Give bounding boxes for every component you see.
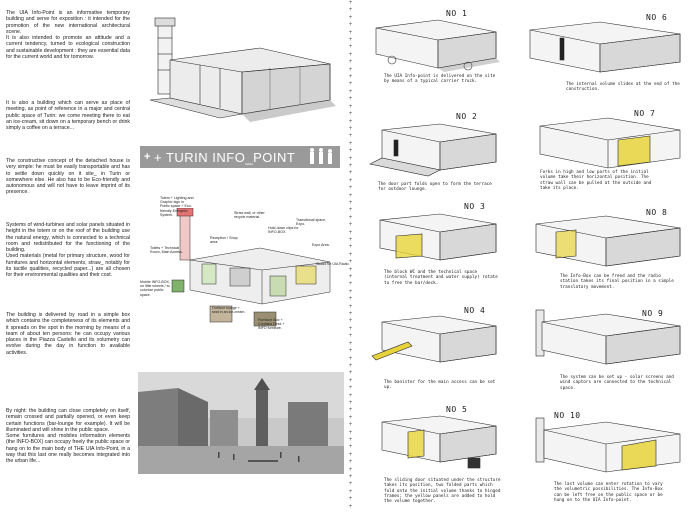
frame-caption-8: The Info-Box can be freed and the radio station takes its final position in a simple translatory movement. <box>560 274 674 290</box>
intro-paragraph-3: The constructive concept of the detached house is very simple: he must be easily transportable and has to settle down quickly on it site_ in Turin or somewhere else. He also has to be Eco-friendly and autonomous and will not have to leave imprint of its presence. <box>6 158 132 196</box>
frame-caption-1: The UIA Info-point is delivered on the site by means of a typical carrier truck. <box>384 74 496 85</box>
intro-paragraph-5: The building is delivered by road in a simple box which contains the completeness of its elements and it spreads on the spot in the morning by means of a team of about ten persons: he can occupy various places in the Piazza Castello and its volumetry can evolve during the day in function to available activities. <box>6 312 132 356</box>
callout-expo: Expo Area. <box>312 243 330 247</box>
frame-sketch-10 <box>526 416 690 478</box>
frame-label-6: NO 6 <box>646 13 668 22</box>
frame-label-5: NO 5 <box>446 405 468 414</box>
frame-sketch-7 <box>530 114 690 176</box>
exploded-axonometric-drawing <box>170 208 340 338</box>
frame-label-7: NO 7 <box>634 109 656 118</box>
intro-paragraph-1: The UIA Info-Point is an informative temporary building and serve for exposition : it intended for the promotion of the new international architectural scene. It is also intended to promote an attitude and a current tendency, turned to ecological construction and sustainable development : they are essential data for the current world and for tomorrow. <box>6 10 131 61</box>
callout-hold-down: Hold-down clips for INFO-BOX. <box>268 226 299 235</box>
intro-paragraph-2: It is also a building which can serve as place of meeting, as point of reference in a major and central public space of Turin: we come meeting there to eat an ice-cream, sit down on a temporary bench or drink simply a coffee on a terrace... <box>6 100 132 132</box>
frame-caption-3: The block WC and the technical space (internal treatment and water supply) rotate to free the bar/deck. <box>384 270 498 286</box>
frame-caption-2: The door part folds open to form the terrace for outdoor lounge. <box>378 182 492 193</box>
frame-sketch-1 <box>368 14 504 76</box>
frame-sketch-3 <box>368 208 504 270</box>
callout-furniture-box: Furniture Box + Contains Desk + INFO furniture. <box>258 318 285 331</box>
frame-sketch-5 <box>368 412 504 474</box>
intro-paragraph-4: Systems of wind-turbines and solar panels situated in height in the totem or on the roof of the building use the natural energy, which is connected to a technical room and redistributed for the functioning of the building. Used materials (metal for primary structure, wood for furnitures and horizontal elements, straw_ notably for its tactile qualities, recycled paper...) are all chosen for their environmental qualities and their cost. <box>6 222 130 279</box>
frame-sketch-2 <box>368 118 504 180</box>
divider-plus-column: + + + + + + + + + + + + + + + + + + + + + + + + + + + + + + + + + + + + + + + + + + + + + + + + + + + + + + + + + + + + + + + + + + + + + <box>348 0 353 510</box>
frame-label-4: NO 4 <box>464 306 486 315</box>
frame-sketch-4 <box>368 312 504 374</box>
frame-sketch-6 <box>520 18 690 80</box>
callout-info-box: Mobile INFO-BOX, on little wheels / to colonize public space. <box>140 280 170 297</box>
frame-sketch-8 <box>526 212 690 274</box>
callout-reception: Reception / Shop area. <box>210 236 238 245</box>
frame-caption-6: The internal volume slides at the end of the construction. <box>566 82 680 93</box>
frame-label-3: NO 3 <box>464 202 486 211</box>
intro-paragraph-6: By night: the building can close completely on itself, remain crossed and partially opened, or even keep certain functions (bar-lounge for example). It will be illuminated and will shine in the public space. Some furnitures and mobiles information elements (the INFO-BOX) can occupy freely the public space or hang on to the main body of THE UIA Info-Point, in a way that this last one really becomes integrated into the urban life... <box>6 408 130 465</box>
banner-title: + TURIN INFO_POINT <box>154 150 296 165</box>
frame-label-10: NO 10 <box>554 411 581 420</box>
frame-label-1: NO 1 <box>446 9 468 18</box>
frame-label-2: NO 2 <box>456 112 478 121</box>
callout-radio: Studio for UIA Radio. <box>316 262 350 266</box>
callout-totem: Totem + Lighting and Graphic sign in Public space + Eco-friendly Energetic System. <box>160 196 194 217</box>
callout-outdoor-lounge: Outdoor lounge + seat in an ice-cream. <box>212 306 246 315</box>
frame-caption-7: Forks in high and low parts of the initial volume take their horizontal position. The straw wall can be pulled at the outside and take its place. <box>540 170 652 191</box>
callout-straw-wall: Straw wall, or other recycle material. <box>234 211 265 220</box>
frame-caption-5: The sliding door situated under the structure takes its position, two folded parts which fold onto the initial volume thanks to hinged frames; the yellow panels are added to hold the volume together. <box>384 478 501 505</box>
callout-toilets: Toilets + Technical Room, Main Access. <box>150 246 183 255</box>
frame-caption-10: The last volume can enter rotation to vary the volumetric possibilities. The Info-Box can be left free on the public space or be hung on to the UIA Info-point. <box>554 482 663 503</box>
hero-axonometric-drawing <box>140 8 340 138</box>
frame-sketch-9 <box>522 306 690 372</box>
frame-caption-4: The banister for the main access can be set up. <box>384 380 496 391</box>
frame-label-8: NO 8 <box>646 208 668 217</box>
frame-caption-9: The system can be set up - solar screens and wind captors are connected to the technical space. <box>560 375 674 391</box>
svg-text:+: + <box>144 151 151 163</box>
callout-transitional: Transitional space, Expo. <box>296 218 327 227</box>
frame-label-9: NO 9 <box>642 309 664 318</box>
piazza-photo <box>138 372 344 474</box>
